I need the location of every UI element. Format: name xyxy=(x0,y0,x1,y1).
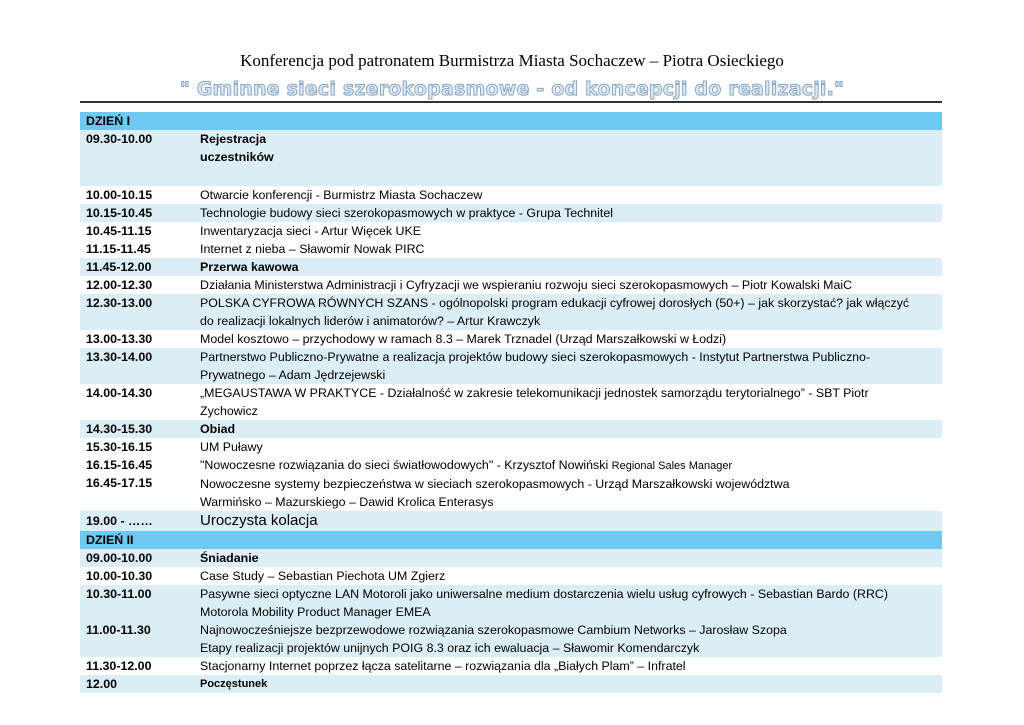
row-time: 12.00-12.30 xyxy=(86,278,153,292)
agenda-row-ppp xyxy=(80,348,942,384)
row-text: Obiad xyxy=(200,422,236,436)
row-time: 11.00-11.30 xyxy=(86,623,151,637)
row-text: Case Study – Sebastian Piechota UM Zgierz xyxy=(200,569,446,583)
row-text: Uroczysta kolacja xyxy=(200,512,318,529)
row-text: Zychowicz xyxy=(200,404,258,418)
row-text: Otwarcie konferencji - Burmistrz Miasta Sochaczew xyxy=(200,188,483,202)
row-time: 11.45-12.00 xyxy=(86,260,152,274)
row-text: Działania Ministerstwa Administracji i Cyfryzacji we wspieraniu rozwoju sieci szerokopasmowych – Piotr Kowalski MaiC xyxy=(200,278,853,292)
conference-title: " Gminne sieci szerokopasmowe - od koncepcji do realizacji." xyxy=(179,78,845,100)
agenda-row-case-study xyxy=(80,567,942,585)
row-time: 10.00-10.30 xyxy=(86,569,153,583)
agenda-row-inventory xyxy=(80,222,942,258)
row-time: 12.00 xyxy=(86,677,118,691)
row-text: "Nowoczesne rozwiązania do sieci światłowodowych" - Krzysztof Nowiński xyxy=(200,458,612,472)
row-text: Pasywne sieci optyczne LAN Motoroli jako uniwersalne medium dostarczenia wielu usług cyfrowych - Sebastian Bardo (RRC) xyxy=(200,587,888,601)
agenda-row-coffee-break xyxy=(80,258,942,276)
agenda-row-digital-poland xyxy=(80,294,942,330)
row-text: Model kosztowo – przychodowy w ramach 8.3 – Marek Trznadel (Urząd Marszałkowski w Łodzi) xyxy=(200,332,727,346)
agenda-row-ministry xyxy=(80,276,942,294)
row-text: Internet z nieba – Sławomir Nowak PIRC xyxy=(200,242,425,256)
row-text: uczestników xyxy=(200,150,274,164)
row-time: 10.15-10.45 xyxy=(86,206,153,220)
day-label: DZIEŃ I xyxy=(86,114,131,128)
row-text: Rejestracja xyxy=(200,132,267,146)
row-text: UM Puławy xyxy=(200,440,263,454)
row-time: 10.00-10.15 xyxy=(86,188,153,202)
agenda-row-technologies xyxy=(80,204,942,222)
agenda-row-breakfast xyxy=(80,549,942,567)
row-time: 19.00 - …… xyxy=(86,514,153,528)
row-text: „MEGAUSTAWA W PRAKTYCE - Działalność w zakresie telekomunikacji jednostek samorządu terytorialnego” - SBT Piotr xyxy=(200,386,869,400)
day-label: DZIEŃ II xyxy=(86,533,134,547)
row-text: Technologie budowy sieci szerokopasmowych w praktyce - Grupa Technitel xyxy=(200,206,613,220)
row-text-suffix: Regional Sales Manager xyxy=(611,460,733,472)
row-text: Etapy realizacji projektów unijnych POIG 8.3 oraz ich ewaluacja – Sławomir Komendarczyk xyxy=(200,641,700,655)
row-text: Śniadanie xyxy=(200,551,259,565)
row-text: Warmińsko – Mazurskiego – Dawid Krolica Enterasys xyxy=(200,495,494,509)
row-text: Inwentaryzacja sieci - Artur Więcek UKE xyxy=(200,224,422,238)
row-text: Przerwa kawowa xyxy=(200,260,299,274)
row-time: 16.15-16.45 xyxy=(86,458,153,472)
day-header-2 xyxy=(80,531,942,549)
row-time: 10.45-11.15 xyxy=(86,224,152,238)
row-time: 15.30-16.15 xyxy=(86,440,153,454)
row-text: Najnowocześniejsze bezprzewodowe rozwiązania szerokopasmowe Cambium Networks – Jarosław Szopa xyxy=(200,623,787,637)
row-text: Stacjonarny Internet poprzez łącza satelitarne – rozwiązania dla „Białych Plam” – Infratel xyxy=(200,659,686,673)
agenda-row-lunch xyxy=(80,420,942,438)
agenda-row-afternoon xyxy=(80,438,942,511)
row-time: 11.30-12.00 xyxy=(86,659,152,673)
agenda-row-dinner xyxy=(80,511,942,531)
agenda-row-motorola xyxy=(80,585,942,657)
agenda-row-refreshments xyxy=(80,675,942,693)
row-text: Prywatnego – Adam Jędrzejewski xyxy=(200,368,386,382)
row-time: 16.45-17.15 xyxy=(86,476,153,490)
row-time: 14.00-14.30 xyxy=(86,386,153,400)
conference-patronage-line: Konferencja pod patronatem Burmistrza Miasta Sochaczew – Piotra Osieckiego xyxy=(240,51,784,70)
row-text: Motorola Mobility Product Manager EMEA xyxy=(200,605,431,619)
row-time: 10.30-11.00 xyxy=(86,587,152,601)
day-header-1 xyxy=(80,112,942,130)
agenda-row-cost-model xyxy=(80,330,942,348)
row-time: 13.00-13.30 xyxy=(86,332,153,346)
row-time: 14.30-15.30 xyxy=(86,422,153,436)
row-text: Poczęstunek xyxy=(200,678,268,690)
agenda-row-opening xyxy=(80,186,942,204)
row-text: POLSKA CYFROWA RÓWNYCH SZANS - ogólnopolski program edukacji cyfrowej dorosłych (50+) – jak skorzystać? jak włączyć xyxy=(200,296,910,310)
header-divider xyxy=(80,101,942,103)
row-text: Nowoczesne systemy bezpieczeństwa w sieciach szerokopasmowych - Urząd Marszałkowski województwa xyxy=(200,477,790,491)
agenda-row-registration xyxy=(80,130,942,186)
row-time: 11.15-11.45 xyxy=(86,242,151,256)
agenda-row-megaustawa xyxy=(80,384,942,420)
row-time: 13.30-14.00 xyxy=(86,350,153,364)
agenda-table xyxy=(80,112,942,693)
row-text: Partnerstwo Publiczno-Prywatne a realizacja projektów budowy sieci szerokopasmowych - Instytut Partnerstwa Publiczno- xyxy=(200,350,871,364)
row-time: 12.30-13.00 xyxy=(86,296,153,310)
row-time: 09.00-10.00 xyxy=(86,551,153,565)
row-time: 09.30-10.00 xyxy=(86,132,153,146)
agenda-row-satellite xyxy=(80,657,942,675)
row-text: do realizacji lokalnych liderów i animatorów? – Artur Krawczyk xyxy=(200,314,541,328)
